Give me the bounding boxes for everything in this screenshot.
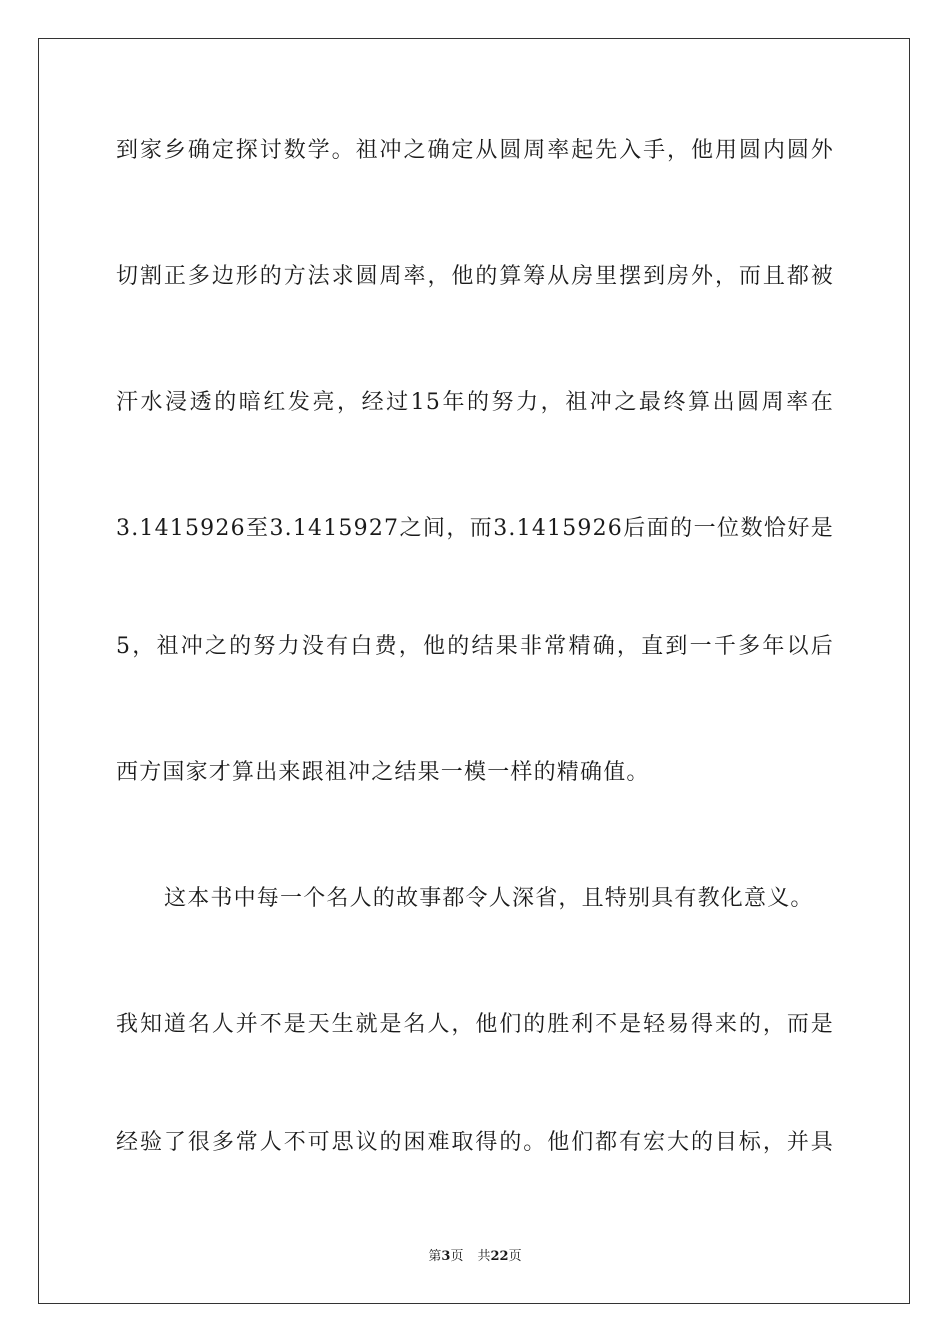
body-line-5: 5，祖冲之的努力没有白费，他的结果非常精确，直到一千多年以后: [116, 634, 834, 659]
body-line-2: 切割正多边形的方法求圆周率，他的算筹从房里摆到房外，而且都被: [116, 264, 834, 289]
body-line-8: 我知道名人并不是天生就是名人，他们的胜利不是轻易得来的，而是: [116, 1012, 834, 1037]
total-suffix: 页: [508, 1249, 522, 1264]
body-line-6: 西方国家才算出来跟祖冲之结果一模一样的精确值。: [116, 760, 650, 785]
total-prefix: 共: [477, 1249, 491, 1264]
page-suffix: 页: [450, 1249, 464, 1264]
page-frame: [38, 38, 910, 1304]
body-line-9: 经验了很多常人不可思议的困难取得的。他们都有宏大的目标，并具: [116, 1130, 834, 1155]
body-line-4: 3.1415926至3.1415927之间，而3.1415926后面的一位数恰好是: [116, 516, 834, 541]
page-footer: [0, 1248, 950, 1266]
body-line-1: 到家乡确定探讨数学。祖冲之确定从圆周率起先入手，他用圆内圆外: [116, 138, 834, 163]
body-line-3: 汗水浸透的暗红发亮，经过15年的努力，祖冲之最终算出圆周率在: [116, 390, 834, 415]
page-prefix: 第: [428, 1249, 442, 1264]
total-pages: 22: [490, 1249, 509, 1264]
body-line-7-paragraph-start: 这本书中每一个名人的故事都令人深省，且特别具有教化意义。: [164, 886, 814, 911]
page-number: 3: [441, 1249, 451, 1264]
